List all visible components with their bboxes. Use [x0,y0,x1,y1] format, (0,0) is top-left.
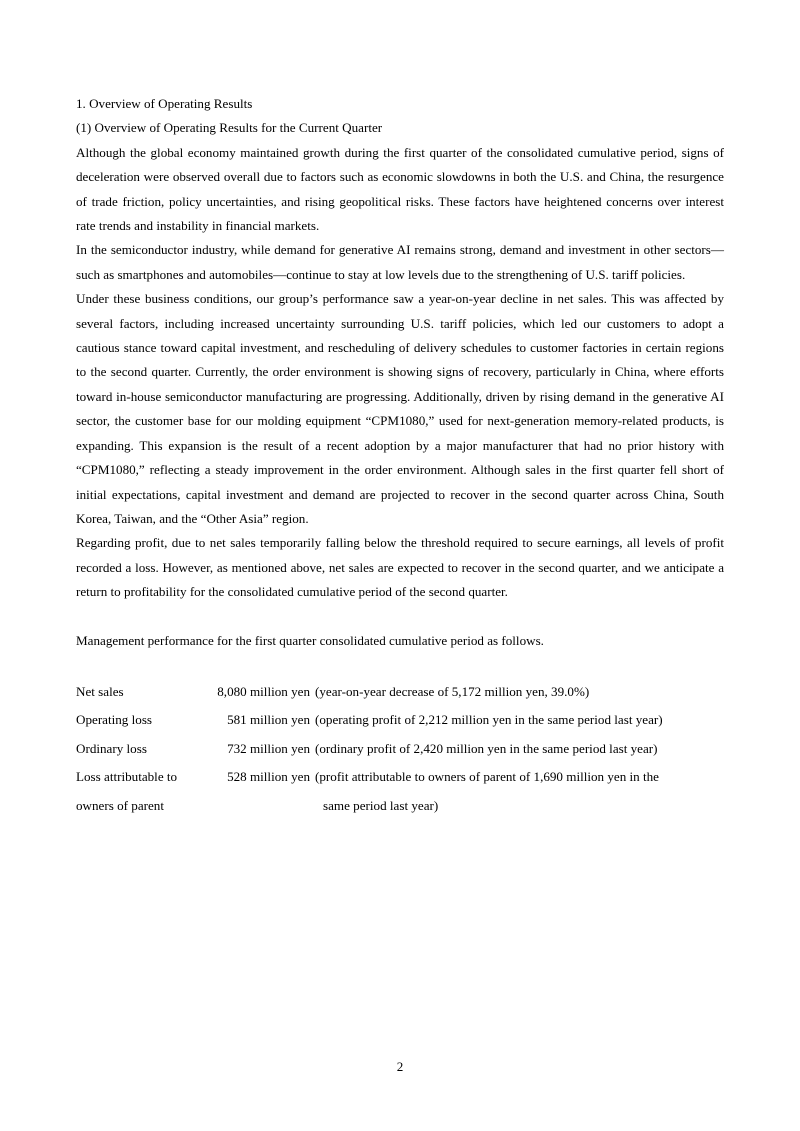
financial-amount: 8,080 million yen [217,683,310,699]
financial-label [76,763,210,820]
paragraph-spacer [76,605,724,629]
financial-note-line-1: (profit attributable to owners of parent of 1,690 million yen in the [315,769,659,785]
financial-amount: 732 million yen [227,740,310,756]
table-row [76,763,724,820]
section-heading-2: (1) Overview of Operating Results for the Current Quarter [76,120,383,136]
paragraph-business-conditions: Under these business conditions, our group’s performance saw a year-on-year decline in net sales. This was affected by several factors, including increased uncertainty surrounding U.S. tariff policies, which led our customers to adopt a cautious stance toward capital investment, and rescheduling of delivery schedules to customer factories in certain regions to the second quarter. Currently, the order environment is showing signs of recovery, particularly in China, where efforts toward in-house semiconductor manufacturing are progressing. Additionally, driven by rising demand in the generative AI sector, the customer base for our molding equipment “CPM1080,” used for next-generation memory-related products, is expanding. This expansion is the result of a recent adoption by a major manufacturer that had no prior history with “CPM1080,” reflecting a steady improvement in the order environment. Although sales in the first quarter fell short of initial expectations, capital investment and demand are projected to recover in the second quarter across China, South Korea, Taiwan, and the “Other Asia” region. [76,291,724,526]
financial-amount: 528 million yen [227,769,310,785]
financial-label-line-2: owners of parent [76,797,164,813]
table-row [76,678,724,707]
financial-note: (operating profit of 2,212 million yen in the same period last year) [315,712,663,728]
table-row [76,706,724,735]
section-heading-1: 1. Overview of Operating Results [76,96,253,111]
financial-label: Ordinary loss [76,740,147,756]
document-body [76,92,724,820]
table-row [76,735,724,764]
financial-label: Net sales [76,683,124,699]
paragraph-profit: Regarding profit, due to net sales temporarily falling below the threshold required to secure earnings, all levels of profit recorded a loss. However, as mentioned above, net sales are expected to recover in the second quarter, and we anticipate a return to profitability for the consolidated cumulative period of the second quarter. [76,535,724,600]
financial-label-line-1: Loss attributable to [76,769,178,785]
financial-summary-table [76,678,724,821]
financial-note: (ordinary profit of 2,420 million yen in the same period last year) [315,740,658,756]
financial-table-body [76,678,724,821]
financial-table-intro: Management performance for the first quarter consolidated cumulative period as follows. [76,632,544,648]
page-number: 2 [396,1059,404,1074]
financial-label: Operating loss [76,712,153,728]
financial-note-line-2: same period last year) [323,797,439,813]
financial-note [310,763,724,820]
table-spacer [76,653,724,677]
financial-note: (year-on-year decrease of 5,172 million yen, 39.0%) [315,683,590,699]
paragraph-semiconductor-industry: In the semiconductor industry, while demand for generative AI remains strong, demand and investment in other sectors—such as smartphones and automobiles—continue to stay at low levels due to the strengthening of U.S. tariff policies. [76,242,724,282]
paragraph-global-economy: Although the global economy maintained growth during the first quarter of the consolidated cumulative period, signs of deceleration were observed overall due to factors such as economic slowdowns in both the U.S. and China, the resurgence of trade friction, policy uncertainties, and rising geopolitical risks. These factors have heightened concerns over interest rate trends and instability in financial markets. [76,144,724,234]
financial-amount: 581 million yen [227,712,310,728]
